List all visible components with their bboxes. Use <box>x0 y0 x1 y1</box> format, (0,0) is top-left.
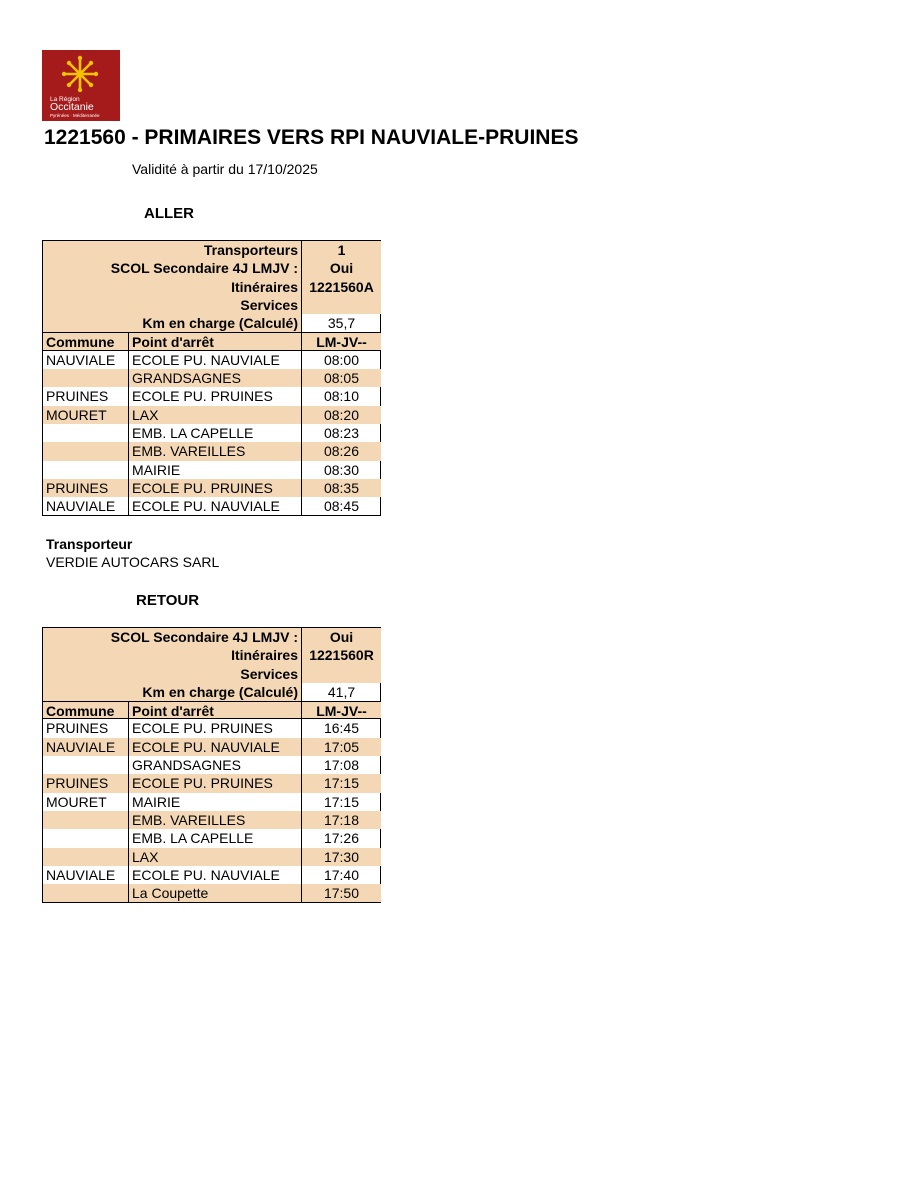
retour-header-label: Services <box>43 665 302 683</box>
page-title: 1221560 - PRIMAIRES VERS RPI NAUVIALE-PRUINES <box>44 126 579 149</box>
row-time: 17:26 <box>323 830 360 847</box>
row-commune <box>43 756 129 774</box>
row-commune: NAUVIALE <box>43 351 129 369</box>
row-time: 08:05 <box>302 369 381 387</box>
row-commune <box>43 829 129 847</box>
row-stop: LAX <box>129 406 302 424</box>
row-time: 17:40 <box>323 866 360 883</box>
row-stop: ECOLE PU. NAUVIALE <box>129 497 302 515</box>
row-commune <box>43 442 129 460</box>
aller-header-value: 1221560A <box>302 278 381 296</box>
row-stop: La Coupette <box>129 884 302 902</box>
logo-line-3: Pyrénées · Méditerranée <box>50 113 100 118</box>
row-commune <box>43 424 129 442</box>
retour-heading: RETOUR <box>136 592 200 609</box>
row-commune <box>43 811 129 829</box>
transporteur-label: Transporteur <box>46 536 133 552</box>
aller-header-label: Itinéraires <box>43 278 302 296</box>
row-stop: ECOLE PU. NAUVIALE <box>129 866 302 884</box>
row-time: 17:15 <box>302 774 381 792</box>
row-commune <box>43 461 129 479</box>
row-time: 17:15 <box>323 793 360 810</box>
row-stop: EMB. VAREILLES <box>129 811 302 829</box>
row-time: 17:05 <box>302 738 381 756</box>
retour-header-label: SCOL Secondaire 4J LMJV : <box>43 628 302 646</box>
row-time: 08:23 <box>323 424 360 441</box>
row-time: 17:08 <box>323 757 360 774</box>
retour-header-label: Itinéraires <box>43 646 302 664</box>
row-time: 08:10 <box>323 388 360 405</box>
row-stop: EMB. LA CAPELLE <box>129 829 302 847</box>
retour-header-value: Oui <box>302 628 381 646</box>
aller-header-value: 35,7 <box>327 315 356 332</box>
retour-header-value <box>302 665 381 683</box>
occitan-cross-icon <box>54 54 106 94</box>
aller-header-label: Transporteurs <box>43 241 302 259</box>
region-logo <box>42 50 120 121</box>
row-commune: NAUVIALE <box>43 497 129 515</box>
aller-header-label: Services <box>43 296 302 314</box>
row-stop: GRANDSAGNES <box>129 756 302 774</box>
column-header-stop: Point d'arrêt <box>129 332 302 350</box>
column-header-days: LM-JV-- <box>302 332 381 350</box>
row-stop: ECOLE PU. NAUVIALE <box>129 738 302 756</box>
row-commune: PRUINES <box>43 774 129 792</box>
retour-header-value: 1221560R <box>302 646 381 664</box>
column-header-stop: Point d'arrêt <box>129 701 302 719</box>
row-stop: ECOLE PU. PRUINES <box>129 774 302 792</box>
row-time: 08:35 <box>302 479 381 497</box>
logo-line-2: Occitanie <box>50 101 94 113</box>
column-header-commune: Commune <box>43 701 129 719</box>
row-commune: PRUINES <box>43 719 129 737</box>
row-stop: MAIRIE <box>129 793 302 811</box>
row-time: 08:00 <box>323 351 360 368</box>
column-header-days: LM-JV-- <box>302 701 381 719</box>
retour-table <box>42 627 381 903</box>
aller-header-value <box>302 296 381 314</box>
row-time: 16:45 <box>323 720 360 737</box>
aller-header-value: 1 <box>302 241 381 259</box>
row-stop: LAX <box>129 848 302 866</box>
aller-heading: ALLER <box>144 205 194 222</box>
row-stop: EMB. LA CAPELLE <box>129 424 302 442</box>
row-commune: PRUINES <box>43 387 129 405</box>
validity-date: Validité à partir du 17/10/2025 <box>132 161 318 177</box>
row-stop: ECOLE PU. PRUINES <box>129 719 302 737</box>
row-commune: NAUVIALE <box>43 738 129 756</box>
retour-header-label: Km en charge (Calculé) <box>43 683 302 701</box>
row-stop: ECOLE PU. PRUINES <box>129 479 302 497</box>
row-time: 08:45 <box>323 498 360 515</box>
row-time: 08:20 <box>302 406 381 424</box>
row-commune: MOURET <box>43 793 129 811</box>
row-stop: ECOLE PU. PRUINES <box>129 387 302 405</box>
aller-header-value: Oui <box>302 259 381 277</box>
row-stop: GRANDSAGNES <box>129 369 302 387</box>
row-stop: ECOLE PU. NAUVIALE <box>129 351 302 369</box>
transporteur-name: VERDIE AUTOCARS SARL <box>46 554 220 570</box>
row-stop: EMB. VAREILLES <box>129 442 302 460</box>
row-time: 17:18 <box>302 811 381 829</box>
row-time: 17:30 <box>302 848 381 866</box>
row-time: 17:50 <box>302 884 381 902</box>
aller-table <box>42 240 381 516</box>
row-commune: PRUINES <box>43 479 129 497</box>
row-time: 08:26 <box>302 442 381 460</box>
row-commune <box>43 848 129 866</box>
row-time: 08:30 <box>323 461 360 478</box>
row-commune <box>43 369 129 387</box>
row-commune: MOURET <box>43 406 129 424</box>
row-commune <box>43 884 129 902</box>
column-header-commune: Commune <box>43 332 129 350</box>
retour-header-value: 41,7 <box>327 683 356 700</box>
aller-header-label: Km en charge (Calculé) <box>43 314 302 332</box>
row-stop: MAIRIE <box>129 461 302 479</box>
row-commune: NAUVIALE <box>43 866 129 884</box>
logo-line-1: La Région <box>50 96 80 103</box>
aller-header-label: SCOL Secondaire 4J LMJV : <box>43 259 302 277</box>
